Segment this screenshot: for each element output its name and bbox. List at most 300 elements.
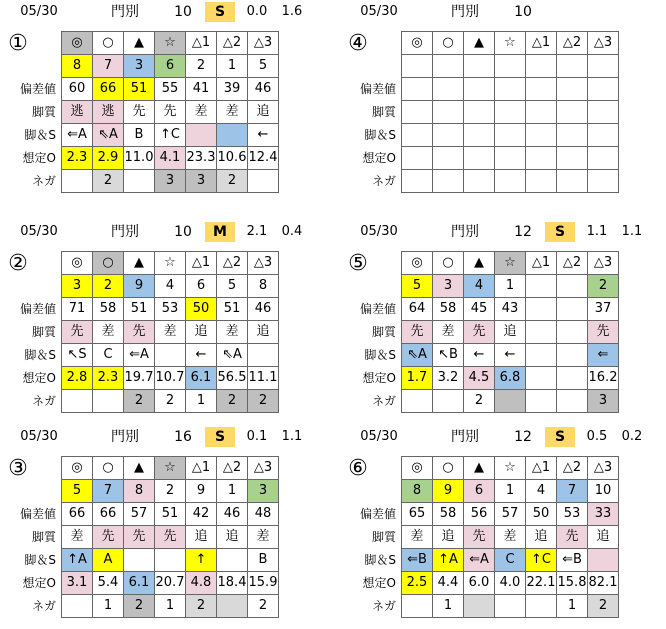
table-cell	[588, 55, 619, 78]
table-row	[340, 390, 619, 413]
table-cell: 2	[155, 480, 186, 503]
row-label	[340, 457, 402, 480]
row-label: 偏差値	[19, 302, 56, 316]
table-row	[0, 595, 279, 618]
table-cell: ◎	[402, 252, 433, 275]
table-cell	[557, 367, 588, 390]
race-panel-2	[0, 220, 320, 420]
race-number: ⑤	[348, 251, 368, 276]
table-cell: ↑C	[155, 124, 186, 147]
race-panel-4	[340, 0, 660, 200]
table-cell: ☆	[495, 457, 526, 480]
pace-badge: S	[545, 222, 575, 242]
table-row	[340, 298, 619, 321]
table-cell: △2	[557, 252, 588, 275]
table-cell	[588, 549, 619, 572]
table-cell: ○	[93, 457, 124, 480]
table-row	[0, 170, 279, 193]
value-1: 0.0	[246, 4, 268, 19]
table-cell: ○	[433, 32, 464, 55]
table-cell: 5	[402, 275, 433, 298]
table-cell: △2	[217, 252, 248, 275]
table-cell: 5	[248, 55, 279, 78]
table-cell	[495, 101, 526, 124]
table-row	[340, 147, 619, 170]
table-cell: 45	[464, 298, 495, 321]
row-label: 脚質	[31, 530, 56, 544]
table-cell: ⇐B	[557, 549, 588, 572]
table-cell: 2	[124, 390, 155, 413]
venue-name: 門別	[451, 4, 479, 20]
venue-name: 門別	[111, 4, 139, 20]
field-size: 12	[514, 224, 532, 240]
row-label: 偏差値	[359, 507, 396, 521]
table-cell	[124, 549, 155, 572]
table-row	[0, 503, 279, 526]
table-cell	[588, 101, 619, 124]
pace-badge: S	[205, 2, 235, 22]
value-2: 0.2	[621, 429, 643, 444]
table-row	[0, 344, 279, 367]
table-cell: 9	[186, 480, 217, 503]
race-number: ④	[348, 31, 368, 56]
table-cell: 58	[93, 298, 124, 321]
table-cell: 2	[217, 390, 248, 413]
table-cell: 46	[248, 78, 279, 101]
race-panel-6	[340, 425, 660, 625]
table-cell	[402, 124, 433, 147]
table-row	[340, 549, 619, 572]
table-cell: 56	[464, 503, 495, 526]
panel-header	[0, 425, 320, 449]
row-label: ネガ	[371, 394, 396, 408]
table-row	[340, 367, 619, 390]
table-cell: 差	[155, 321, 186, 344]
table-cell	[464, 147, 495, 170]
row-label: 想定O	[362, 576, 396, 590]
table-cell: 51	[155, 503, 186, 526]
table-cell: 1.7	[402, 367, 433, 390]
table-cell: 15.9	[248, 572, 279, 595]
table-cell	[495, 124, 526, 147]
table-cell: ▲	[124, 32, 155, 55]
table-cell: ⇖A	[402, 344, 433, 367]
table-cell: ↑A	[433, 549, 464, 572]
table-cell: ←	[495, 344, 526, 367]
table-cell: 差	[62, 526, 93, 549]
table-cell: 33	[588, 503, 619, 526]
table-cell: 1	[93, 595, 124, 618]
table-cell: B	[124, 124, 155, 147]
table-cell	[464, 595, 495, 618]
table-cell: 23.3	[186, 147, 217, 170]
row-label	[0, 252, 62, 275]
table-cell: 4.4	[433, 572, 464, 595]
table-cell: 11.1	[248, 367, 279, 390]
table-cell: △3	[588, 32, 619, 55]
table-cell: 41	[186, 78, 217, 101]
table-row	[0, 124, 279, 147]
value-2: 0.4	[281, 224, 303, 239]
race-date: 05/30	[20, 224, 58, 239]
table-cell: 差	[433, 321, 464, 344]
table-cell: 1	[557, 595, 588, 618]
table-cell: 15.8	[557, 572, 588, 595]
row-label: 想定O	[362, 151, 396, 165]
table-cell: 先	[402, 321, 433, 344]
table-cell: ○	[93, 252, 124, 275]
prediction-table	[0, 251, 279, 413]
table-cell: △1	[186, 457, 217, 480]
table-cell	[588, 78, 619, 101]
table-cell: 8	[62, 55, 93, 78]
table-cell: C	[93, 344, 124, 367]
row-label: 脚＆S	[24, 128, 56, 142]
race-number: ③	[8, 456, 28, 481]
table-cell: ▲	[464, 457, 495, 480]
table-cell: 12.4	[248, 147, 279, 170]
race-date: 05/30	[20, 4, 58, 19]
table-cell: 先	[124, 526, 155, 549]
table-cell: 2	[588, 275, 619, 298]
table-cell: 先	[93, 526, 124, 549]
table-cell: ◎	[62, 457, 93, 480]
table-row	[340, 572, 619, 595]
table-cell: 53	[155, 298, 186, 321]
table-cell: ⇐B	[402, 549, 433, 572]
value-2	[615, 2, 649, 22]
table-cell: ←	[248, 124, 279, 147]
table-cell	[186, 124, 217, 147]
table-cell: 1	[495, 275, 526, 298]
value-2: 1.1	[281, 429, 303, 444]
table-cell: 51	[124, 78, 155, 101]
table-cell	[526, 78, 557, 101]
panel-header	[340, 425, 660, 449]
table-cell	[62, 595, 93, 618]
table-cell	[495, 390, 526, 413]
table-row	[340, 78, 619, 101]
table-cell: △1	[186, 252, 217, 275]
table-cell: 10	[588, 480, 619, 503]
table-cell	[402, 390, 433, 413]
table-cell: ⇖A	[217, 344, 248, 367]
table-cell	[557, 147, 588, 170]
table-cell	[557, 344, 588, 367]
table-cell: 46	[217, 503, 248, 526]
table-cell: 66	[93, 503, 124, 526]
row-label	[0, 275, 62, 298]
prediction-table	[340, 251, 619, 413]
row-label	[0, 457, 62, 480]
table-cell: 58	[433, 298, 464, 321]
table-row	[0, 147, 279, 170]
table-cell: 1	[186, 390, 217, 413]
table-cell: 6	[464, 480, 495, 503]
race-date: 05/30	[20, 429, 58, 444]
table-cell	[433, 78, 464, 101]
table-row	[0, 252, 279, 275]
table-cell: △2	[557, 457, 588, 480]
table-cell: 50	[526, 503, 557, 526]
table-cell: 2	[155, 390, 186, 413]
table-cell: B	[248, 549, 279, 572]
row-label: 想定O	[22, 576, 56, 590]
table-row	[0, 480, 279, 503]
table-cell: 51	[124, 298, 155, 321]
table-cell: 4.5	[464, 367, 495, 390]
race-panel-3	[0, 425, 320, 625]
table-cell: △1	[186, 32, 217, 55]
table-cell	[124, 170, 155, 193]
table-row	[340, 503, 619, 526]
table-cell: 5.4	[93, 572, 124, 595]
table-cell: ◎	[62, 252, 93, 275]
prediction-table	[340, 456, 619, 618]
table-row	[0, 321, 279, 344]
table-cell: 7	[93, 55, 124, 78]
table-cell: 57	[124, 503, 155, 526]
table-cell	[155, 549, 186, 572]
table-cell: 66	[62, 503, 93, 526]
table-cell: 先	[588, 321, 619, 344]
table-cell: ▲	[124, 457, 155, 480]
value-1: 0.1	[246, 429, 268, 444]
table-cell: 56.5	[217, 367, 248, 390]
table-cell: ○	[433, 457, 464, 480]
table-cell: 追	[526, 526, 557, 549]
table-cell	[526, 367, 557, 390]
row-label: 脚質	[371, 325, 396, 339]
table-cell: 2	[124, 595, 155, 618]
panel-header	[340, 220, 660, 244]
table-cell: 10.7	[155, 367, 186, 390]
row-label: 脚質	[371, 530, 396, 544]
table-cell	[588, 147, 619, 170]
table-cell: 6.1	[124, 572, 155, 595]
table-cell: 先	[155, 526, 186, 549]
table-cell: 8	[248, 275, 279, 298]
row-label: 偏差値	[359, 82, 396, 96]
table-cell: 46	[248, 298, 279, 321]
table-row	[340, 252, 619, 275]
table-cell: 2.8	[62, 367, 93, 390]
table-cell: 2	[588, 595, 619, 618]
row-label	[340, 275, 402, 298]
row-label	[340, 32, 402, 55]
table-row	[0, 457, 279, 480]
table-cell	[495, 595, 526, 618]
row-label: ネガ	[371, 174, 396, 188]
table-cell: 3	[155, 170, 186, 193]
table-cell: 20.7	[155, 572, 186, 595]
table-cell: 先	[155, 101, 186, 124]
table-cell	[433, 170, 464, 193]
row-label: 偏差値	[359, 302, 396, 316]
table-cell	[433, 147, 464, 170]
table-cell: △3	[588, 252, 619, 275]
table-cell: 11.0	[124, 147, 155, 170]
table-cell	[402, 147, 433, 170]
table-cell	[557, 298, 588, 321]
table-cell	[433, 124, 464, 147]
table-cell: 5	[217, 275, 248, 298]
table-cell	[217, 549, 248, 572]
table-cell: 1	[217, 480, 248, 503]
table-row	[340, 275, 619, 298]
row-label: 脚質	[31, 325, 56, 339]
table-cell: 8	[402, 480, 433, 503]
table-cell: 追	[433, 526, 464, 549]
table-cell: 1	[433, 595, 464, 618]
table-cell: 追	[495, 321, 526, 344]
table-cell	[526, 275, 557, 298]
venue-name: 門別	[451, 429, 479, 445]
table-cell: 1	[217, 55, 248, 78]
row-label	[0, 480, 62, 503]
table-cell	[402, 55, 433, 78]
table-cell: △2	[217, 32, 248, 55]
table-cell: 58	[433, 503, 464, 526]
venue-name: 門別	[451, 224, 479, 240]
table-row	[340, 101, 619, 124]
table-cell	[557, 78, 588, 101]
table-cell: ⇐A	[464, 549, 495, 572]
table-cell: 8	[124, 480, 155, 503]
table-cell	[248, 170, 279, 193]
pace-badge: S	[205, 427, 235, 447]
table-cell: 39	[217, 78, 248, 101]
table-cell: △2	[557, 32, 588, 55]
panel-header	[0, 220, 320, 244]
table-cell: 50	[186, 298, 217, 321]
table-row	[0, 367, 279, 390]
table-cell: △3	[248, 252, 279, 275]
table-cell: ⇖A	[93, 124, 124, 147]
race-number: ②	[8, 251, 28, 276]
table-cell	[557, 321, 588, 344]
table-cell: 9	[124, 275, 155, 298]
table-cell: 先	[62, 321, 93, 344]
table-cell	[402, 101, 433, 124]
table-row	[340, 480, 619, 503]
table-cell: 差	[495, 526, 526, 549]
table-cell: 逃	[62, 101, 93, 124]
table-cell	[433, 390, 464, 413]
table-cell: 2	[248, 390, 279, 413]
table-cell: △2	[217, 457, 248, 480]
table-cell	[495, 170, 526, 193]
table-cell: 71	[62, 298, 93, 321]
race-number: ⑥	[348, 456, 368, 481]
table-cell: 66	[93, 78, 124, 101]
table-cell: 追	[248, 321, 279, 344]
table-cell	[526, 595, 557, 618]
table-cell	[433, 101, 464, 124]
panel-header	[0, 0, 320, 24]
table-cell: 2	[217, 170, 248, 193]
prediction-table	[0, 31, 279, 193]
table-cell: 差	[402, 526, 433, 549]
table-cell	[526, 124, 557, 147]
table-row	[340, 124, 619, 147]
table-cell: 差	[217, 101, 248, 124]
table-cell: 差	[217, 321, 248, 344]
table-cell: 3	[186, 170, 217, 193]
table-cell: ☆	[495, 32, 526, 55]
table-cell: 4	[464, 275, 495, 298]
table-cell: △3	[248, 32, 279, 55]
table-cell: 追	[217, 526, 248, 549]
table-cell	[464, 124, 495, 147]
table-cell: 19.7	[124, 367, 155, 390]
table-cell	[402, 78, 433, 101]
table-row	[0, 298, 279, 321]
table-cell: 55	[155, 78, 186, 101]
table-cell	[588, 170, 619, 193]
table-cell: 82.1	[588, 572, 619, 595]
table-row	[340, 526, 619, 549]
table-cell	[588, 124, 619, 147]
table-cell: ↖S	[62, 344, 93, 367]
value-2: 1.6	[281, 4, 303, 19]
row-label: 脚質	[31, 105, 56, 119]
table-cell: 6	[155, 55, 186, 78]
table-cell: ↑A	[62, 549, 93, 572]
table-cell: 4.0	[495, 572, 526, 595]
table-cell: ☆	[495, 252, 526, 275]
table-cell: C	[495, 549, 526, 572]
table-cell: ◎	[62, 32, 93, 55]
table-cell: 3	[62, 275, 93, 298]
field-size: 16	[174, 429, 192, 445]
table-cell: 差	[93, 321, 124, 344]
row-label: 脚＆S	[364, 348, 396, 362]
table-cell: 7	[557, 480, 588, 503]
table-cell	[557, 170, 588, 193]
table-row	[0, 549, 279, 572]
table-cell: 2.5	[402, 572, 433, 595]
table-cell: ←	[464, 344, 495, 367]
table-cell: 7	[93, 480, 124, 503]
value-1: 2.1	[246, 224, 268, 239]
table-cell	[217, 595, 248, 618]
table-row	[0, 78, 279, 101]
table-cell	[557, 390, 588, 413]
table-cell: 65	[402, 503, 433, 526]
row-label: 想定O	[22, 151, 56, 165]
value-2: 1.1	[621, 224, 643, 239]
table-cell: ↖B	[433, 344, 464, 367]
table-cell	[557, 101, 588, 124]
row-label: 脚＆S	[364, 553, 396, 567]
table-cell: ↑	[186, 549, 217, 572]
table-cell: ◎	[402, 32, 433, 55]
table-cell: 16.2	[588, 367, 619, 390]
table-cell: 2	[248, 595, 279, 618]
table-cell: 4.1	[155, 147, 186, 170]
table-cell: 10.6	[217, 147, 248, 170]
table-cell: 53	[557, 503, 588, 526]
table-cell: 6.0	[464, 572, 495, 595]
table-cell: △1	[526, 32, 557, 55]
table-cell: 2.3	[62, 147, 93, 170]
table-row	[0, 390, 279, 413]
table-cell: 6.8	[495, 367, 526, 390]
table-cell: 先	[124, 101, 155, 124]
table-cell: 3.1	[62, 572, 93, 595]
table-cell	[526, 390, 557, 413]
